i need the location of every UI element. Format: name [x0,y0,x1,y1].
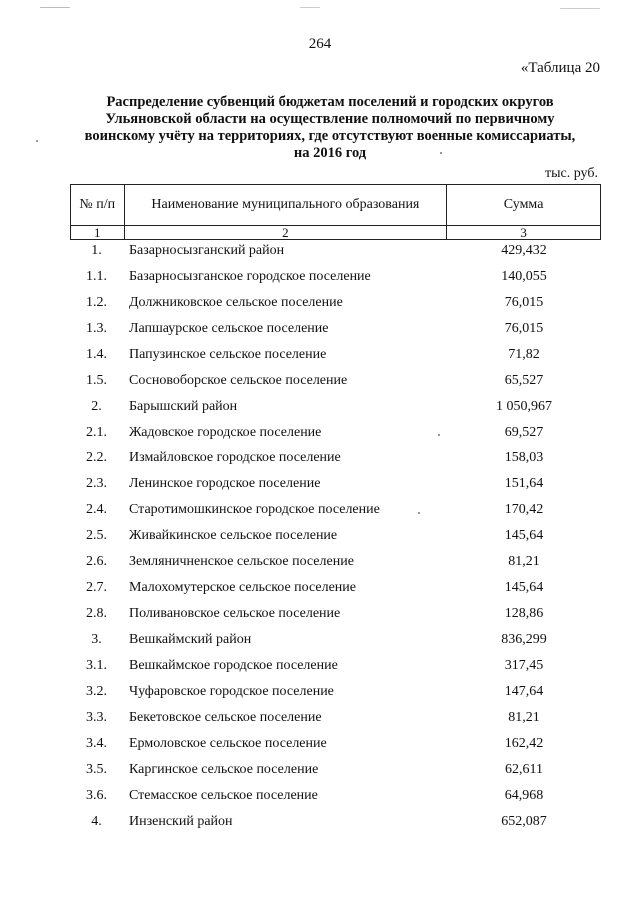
scan-speck [40,7,70,8]
row-name: Малохомутерское сельское поселение [129,580,357,596]
row-name: Сосновоборское сельское поселение [129,372,348,388]
row-name: Папузинское сельское поселение [129,346,327,362]
row-name: Ленинское городское поселение [129,476,321,492]
row-sum: 145,64 [504,580,544,596]
row-sum: 145,64 [504,528,544,544]
row-number: 2.8. [86,606,107,622]
row-number: 2.3. [86,476,107,492]
row-name: Должниковское сельское поселение [129,294,343,310]
scan-speck [560,8,600,9]
row-sum: 652,087 [501,813,547,829]
page-number: 264 [308,36,332,52]
row-name: Измайловское городское поселение [129,450,341,466]
table-row [70,783,601,809]
row-name: Вешкаймское городское поселение [129,657,338,673]
table-row [70,705,601,731]
table-row [70,809,601,835]
row-name: Инзенский район [129,813,233,829]
table-row [70,264,601,290]
table-row [70,549,601,575]
row-sum: 836,299 [501,632,547,648]
table-row [70,342,601,368]
row-name: Живайкинское сельское поселение [129,528,338,544]
row-name: Жадовское городское поселение [129,424,322,440]
row-name: Базарносызганское городское поселение [129,268,371,284]
row-sum: 140,055 [501,268,547,284]
header-name: Наименование муниципального образования [124,185,447,226]
column-number-3: 3 [447,226,601,240]
title-line: Ульяновской области на осуществление полномочий по первичному [105,111,555,127]
row-number: 3.2. [86,683,107,699]
table-row [70,679,601,705]
row-name: Вешкаймский район [129,632,252,648]
row-sum: 170,42 [504,502,544,518]
table-row [70,627,601,653]
header-number: № п/п [71,185,125,226]
row-sum: 62,611 [505,761,543,777]
table-row [70,420,601,446]
table-row [70,446,601,472]
row-sum: 1 050,967 [496,398,552,414]
table-row [70,368,601,394]
row-name: Земляничненское сельское поселение [129,554,354,570]
row-number: 3.3. [86,709,107,725]
row-name: Базарносызганский район [129,242,285,258]
row-number: 1.2. [86,294,107,310]
row-number: 2.7. [86,580,107,596]
column-number-2: 2 [124,226,447,240]
row-sum: 65,527 [504,372,544,388]
row-number: 1.3. [86,320,107,336]
table-row [70,731,601,757]
table-row [70,238,601,264]
row-sum: 317,45 [504,657,544,673]
row-sum: 158,03 [504,450,544,466]
row-number: 1.5. [86,372,107,388]
scan-speck [36,140,38,142]
table-row [70,394,601,420]
row-number: 2.5. [86,528,107,544]
row-sum: 76,015 [504,320,544,336]
row-name: Ермоловское сельское поселение [129,735,327,751]
column-number-1: 1 [71,226,125,240]
row-number: 1. [91,242,102,258]
row-number: 2.4. [86,502,107,518]
row-name: Барышский район [129,398,238,414]
row-name: Каргинское сельское поселение [129,761,319,777]
row-sum: 429,432 [501,242,547,258]
row-number: 3.1. [86,657,107,673]
row-number: 1.4. [86,346,107,362]
scan-speck [418,512,420,514]
row-sum: 147,64 [504,683,544,699]
header-sum: Сумма [447,185,601,226]
row-number: 3.5. [86,761,107,777]
table-row [70,316,601,342]
scan-speck [300,7,320,8]
table-row [70,757,601,783]
row-sum: 71,82 [508,346,540,362]
table-header [70,184,601,240]
table-row [70,575,601,601]
title-line: Распределение субвенций бюджетам поселений и городских округов [106,94,554,110]
units-label: тыс. руб. [545,166,598,181]
row-number: 1.1. [86,268,107,284]
row-sum: 162,42 [504,735,544,751]
table-row [70,290,601,316]
scan-speck [440,152,442,154]
scan-speck [438,434,440,436]
row-number: 3. [91,632,102,648]
table-row [70,497,601,523]
row-name: Старотимошкинское городское поселение [129,502,380,518]
row-name: Стемасское сельское поселение [129,787,318,803]
row-number: 2.6. [86,554,107,570]
row-sum: 81,21 [508,554,540,570]
row-number: 4. [91,813,102,829]
row-sum: 151,64 [504,476,544,492]
row-name: Поливановское сельское поселение [129,606,341,622]
row-name: Бекетовское сельское поселение [129,709,322,725]
row-sum: 128,86 [504,606,544,622]
row-sum: 69,527 [504,424,544,440]
row-number: 2.1. [86,424,107,440]
row-number: 2.2. [86,450,107,466]
row-sum: 76,015 [504,294,544,310]
row-sum: 64,968 [504,787,544,803]
title-line: на 2016 год [293,145,367,161]
table-row [70,601,601,627]
table-row [70,653,601,679]
table-reference: «Таблица 20 [520,60,600,76]
row-number: 3.4. [86,735,107,751]
title-line: воинскому учёту на территориях, где отсутствуют военные комиссариаты, [84,128,576,144]
row-sum: 81,21 [508,709,540,725]
row-number: 2. [91,398,102,414]
row-name: Чуфаровское городское поселение [129,683,334,699]
table-row [70,523,601,549]
table-body [70,238,601,835]
document-title [70,94,590,162]
table-row [70,471,601,497]
row-name: Лапшаурское сельское поселение [129,320,329,336]
row-number: 3.6. [86,787,107,803]
